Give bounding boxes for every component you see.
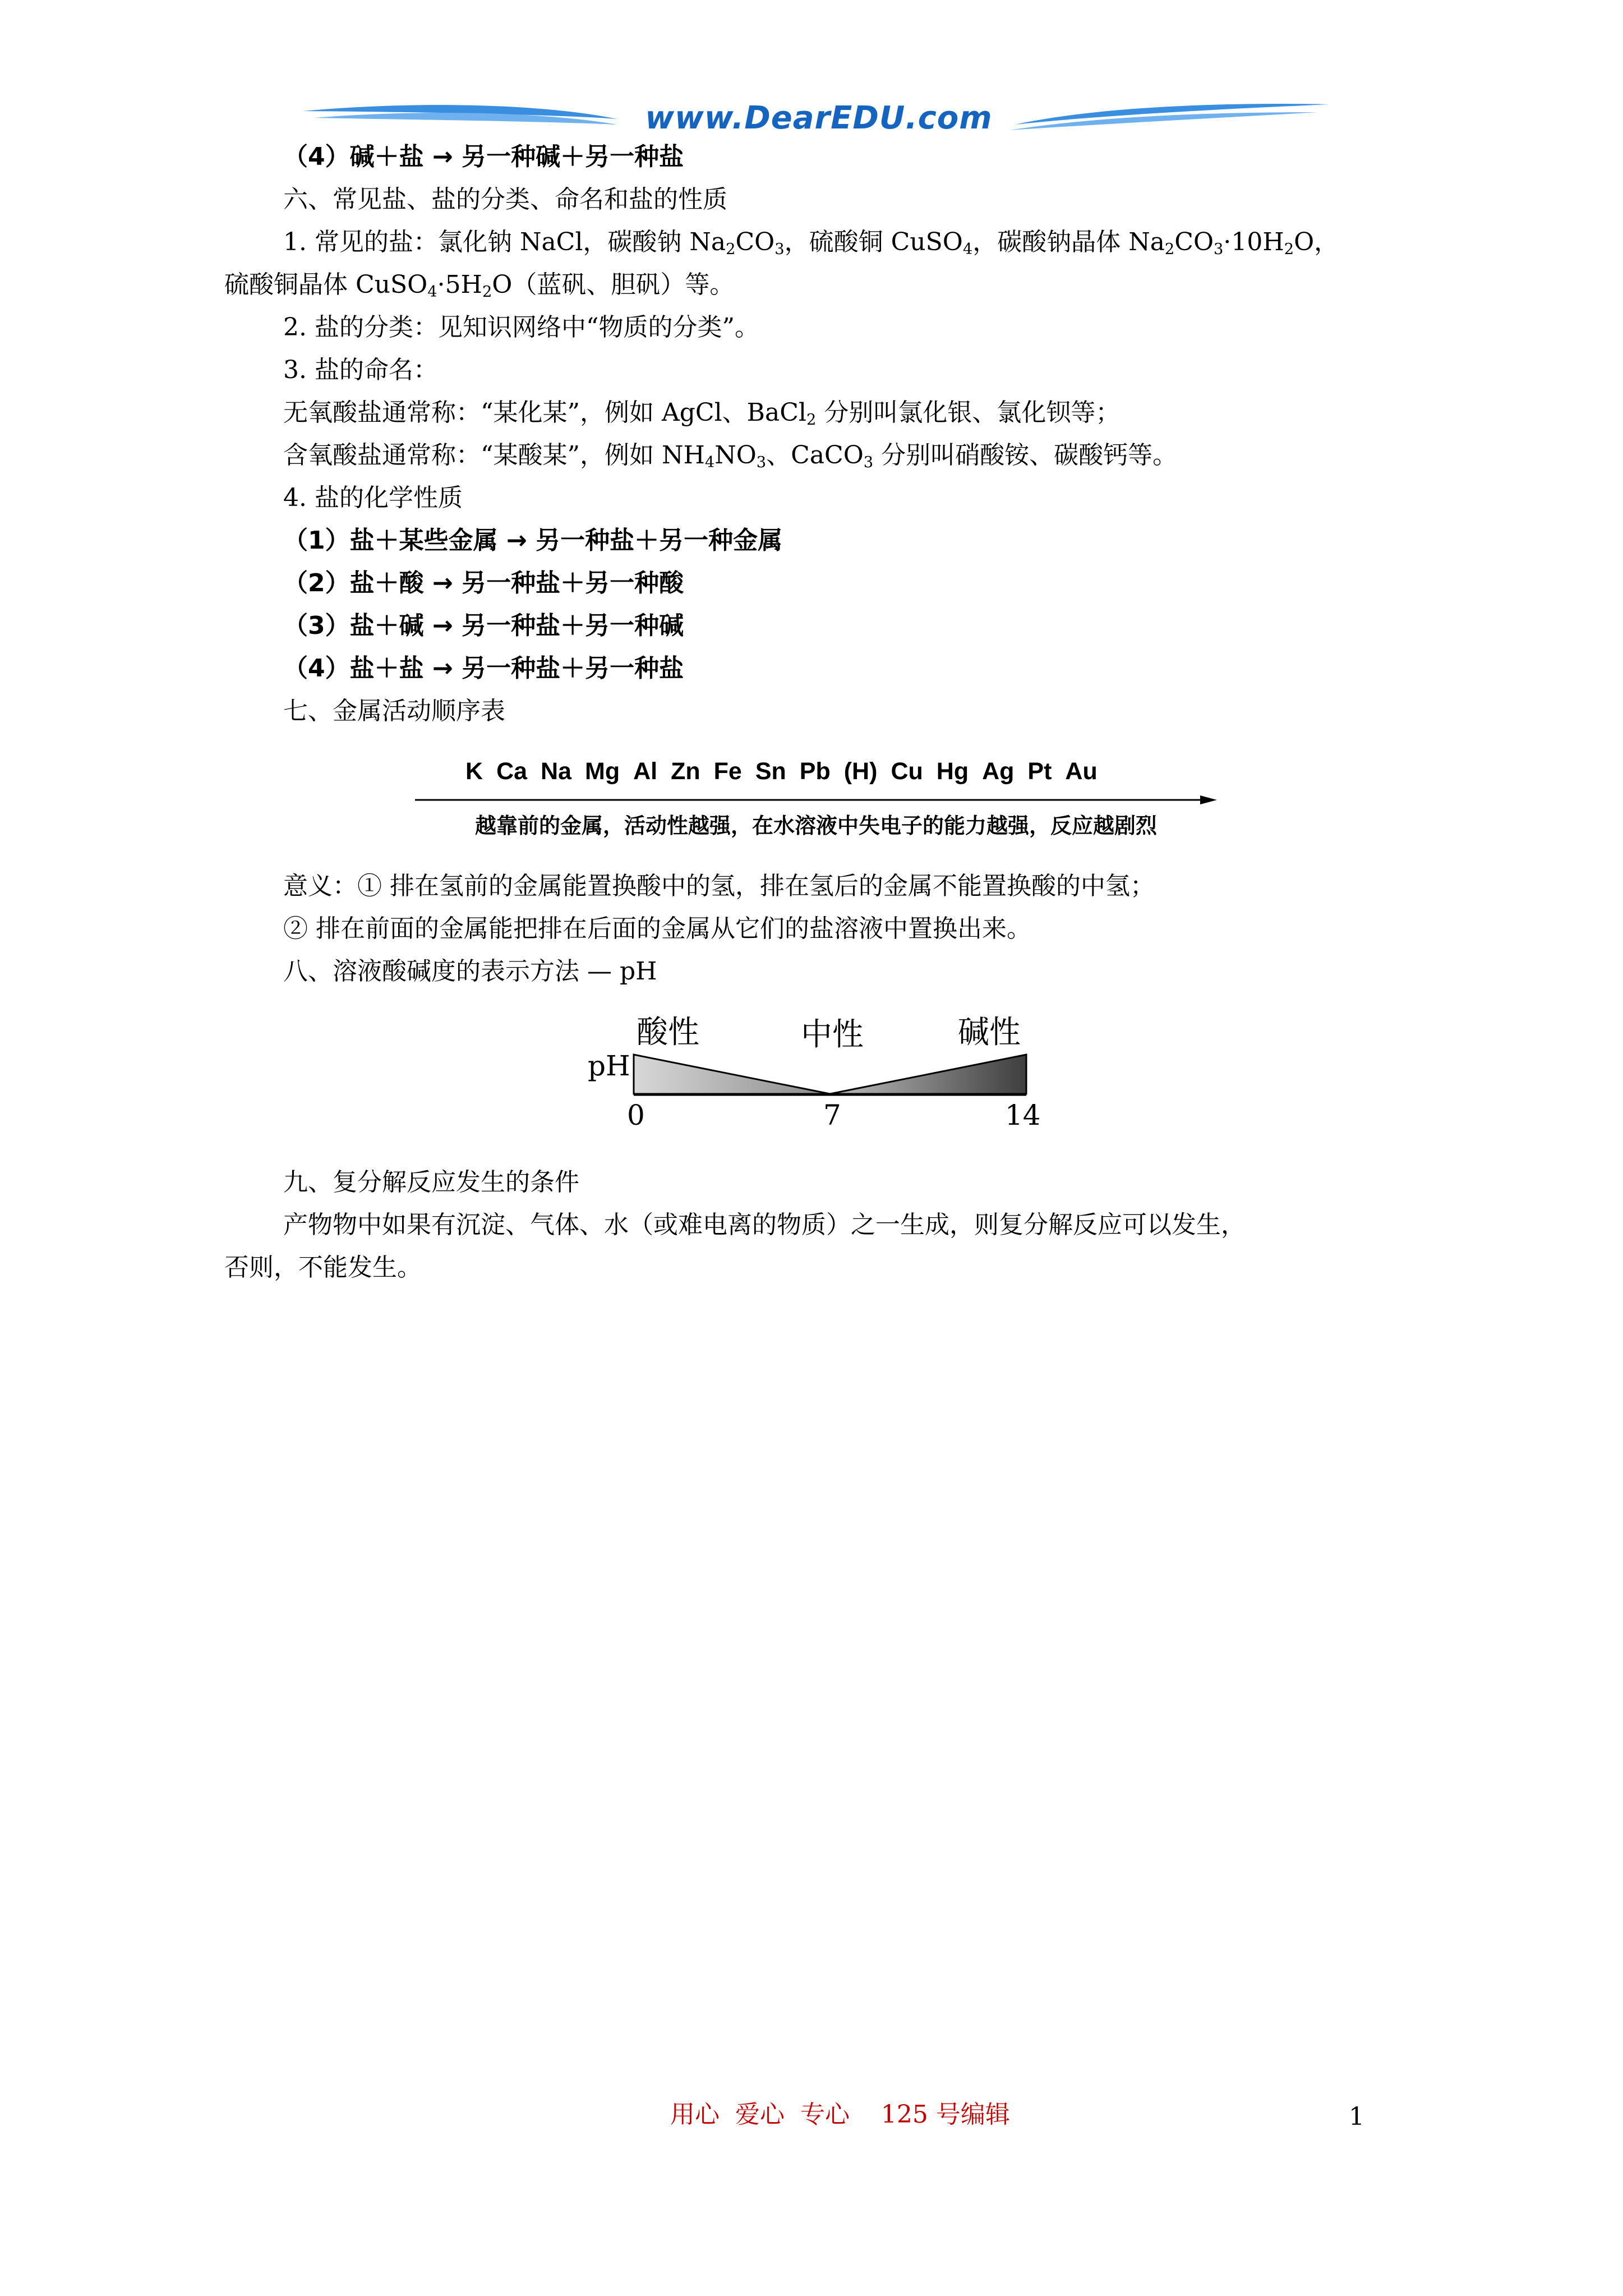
ph-tick-7: 7 <box>823 1099 841 1131</box>
acid-wedge <box>634 1055 830 1094</box>
metal-symbol: Hg <box>936 758 969 785</box>
metal-symbol: Ca <box>496 758 528 785</box>
salt-reaction-1: （1）盐＋某些金属 → 另一种盐＋另一种金属 <box>283 526 783 555</box>
ph-acid-label: 酸性 <box>637 1014 699 1051</box>
metal-symbol: Cu <box>891 758 923 785</box>
activity-meaning-1: 意义：① 排在氢前的金属能置换酸中的氢，排在氢后的金属不能置换酸的中氢； <box>283 872 1155 900</box>
salt-classification: 2. 盐的分类：见知识网络中“物质的分类”。 <box>283 313 759 342</box>
section9-paragraph-line1: 产物物中如果有沉淀、气体、水（或难电离的物质）之一生成，则复分解反应可以发生， <box>283 1211 1246 1239</box>
salt-properties-title: 4. 盐的化学性质 <box>283 484 463 512</box>
activity-caption: 越靠前的金属，活动性越强，在水溶液中失电子的能力越强，反应越剧烈 <box>474 813 1157 838</box>
site-logo[interactable]: www.DearEDU.com <box>645 100 993 136</box>
ph-neutral-label: 中性 <box>801 1016 864 1053</box>
section9-paragraph-line2: 否则，不能发生。 <box>224 1253 422 1282</box>
metal-symbol: Ag <box>982 758 1015 785</box>
base-reaction-4: （4）碱＋盐 → 另一种碱＋另一种盐 <box>283 142 684 171</box>
metal-symbol: Pt <box>1027 758 1052 785</box>
metal-activity-series <box>415 754 1217 855</box>
metal-symbol: Pb <box>799 758 831 785</box>
ph-tick-14: 14 <box>1005 1099 1041 1131</box>
footer-text: 用心 爱心 专心 125 号编辑 <box>670 2100 1010 2129</box>
ph-axis-label: pH <box>588 1050 630 1082</box>
salt-reaction-2: （2）盐＋酸 → 另一种盐＋另一种酸 <box>283 569 684 597</box>
page-number: 1 <box>1349 2102 1364 2131</box>
salt-naming-title: 3. 盐的命名： <box>283 356 438 384</box>
salt-naming-anaerobic: 无氧酸盐通常称：“某化某”，例如 AgCl、BaCl$_2$ 分别叫氯化银、氯化钡等； <box>283 398 1121 429</box>
common-salts-line2: 硫酸铜晶体 $CuSO_4\cdot 5H_2O$（蓝矾、胆矾）等。 <box>224 270 735 301</box>
ph-scale-diagram <box>583 1015 1054 1139</box>
section7-title: 七、金属活动顺序表 <box>283 697 505 725</box>
metal-symbol: Mg <box>585 758 620 785</box>
metal-symbol: Au <box>1065 758 1098 785</box>
section6-title: 六、常见盐、盐的分类、命名和盐的性质 <box>283 185 727 214</box>
metal-symbol: (H) <box>843 758 878 785</box>
site-header <box>303 95 1329 146</box>
section9-title: 九、复分解反应发生的条件 <box>283 1168 579 1197</box>
metal-symbol: Na <box>541 758 571 785</box>
metal-symbol: Sn <box>755 758 786 785</box>
metal-symbol: Fe <box>713 758 742 785</box>
base-wedge <box>830 1055 1026 1094</box>
activity-arrow <box>415 792 1217 808</box>
metal-list <box>465 754 1098 788</box>
ph-tick-0: 0 <box>627 1099 645 1131</box>
activity-meaning-2: ② 排在前面的金属能把排在后面的金属从它们的盐溶液中置换出来。 <box>283 914 1031 943</box>
metal-symbol: Al <box>633 758 658 785</box>
salt-reaction-3: （3）盐＋碱 → 另一种盐＋另一种碱 <box>283 611 684 640</box>
metal-symbol: K <box>465 758 483 785</box>
salt-reaction-4: （4）盐＋盐 → 另一种盐＋另一种盐 <box>283 654 684 683</box>
metal-symbol: Zn <box>671 758 700 785</box>
common-salts-line1: 1. 常见的盐：氯化钠 NaCl，碳酸钠 $Na_2CO_3$，硫酸铜 CuSO$_4$，碳酸钠晶体 $Na_2CO_3\cdot 10H_2O$， <box>283 228 1339 258</box>
section8-title: 八、溶液酸碱度的表示方法 — pH <box>283 957 657 986</box>
ph-base-label: 碱性 <box>958 1014 1021 1051</box>
salt-naming-oxy: 含氧酸盐通常称：“某酸某”，例如 $NH_4NO_3$、CaCO$_3$ 分别叫硝酸铵、碳酸钙等。 <box>283 441 1178 471</box>
